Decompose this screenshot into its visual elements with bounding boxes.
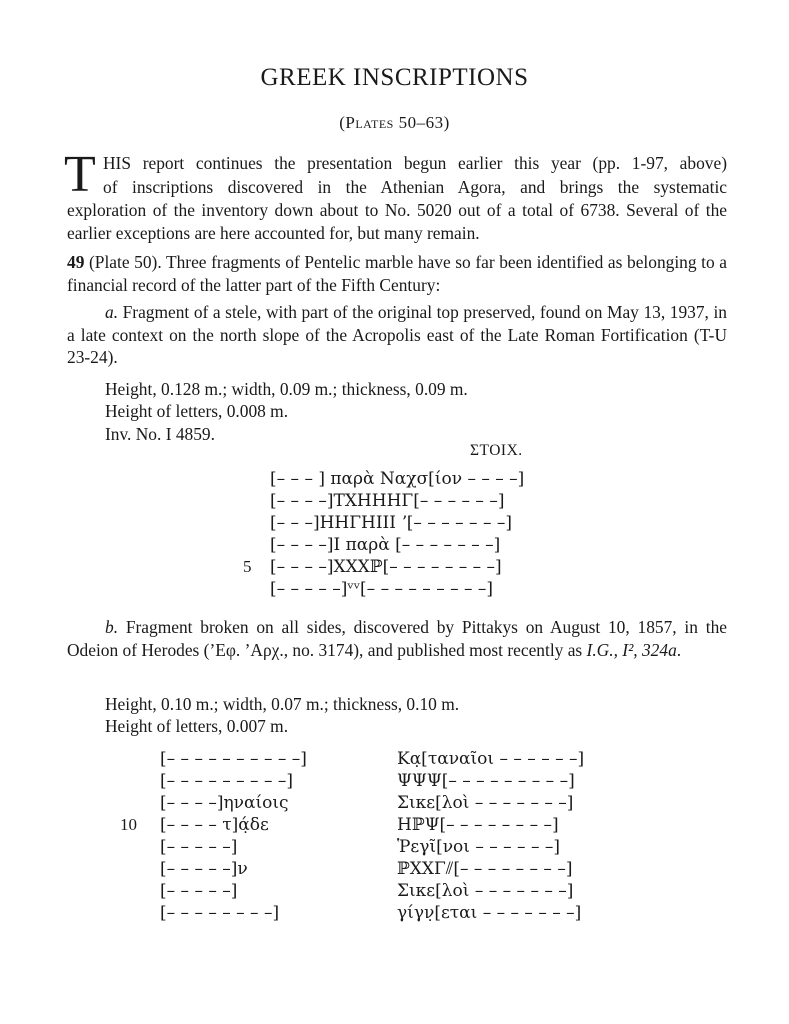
line-number-5: 5 — [243, 557, 252, 576]
fragment-b-reference: I.G., I², 324a — [586, 639, 677, 660]
inscription-b-right-line-4: ΗℙΨ[– – – – – – – –] — [397, 815, 559, 835]
page-title: GREEK INSCRIPTIONS — [260, 64, 529, 91]
inscription-b-right-line-2: ΨΨΨ[– – – – – – – – –] — [397, 771, 575, 791]
inscription-b-left-line-7: [– – – – –] — [160, 881, 238, 901]
entry-number: 49 — [67, 252, 85, 272]
fragment-a-inventory: Inv. No. I 4859. — [105, 424, 215, 444]
fragment-a-letter-height: Height of letters, 0.008 m. — [105, 401, 289, 421]
intro-line-1: HIS report continues the presentation begun earlier this year (pp. 1-97, above) — [103, 153, 727, 173]
inscription-b-left-line-2: [– – – – – – – – –] — [160, 771, 293, 791]
fragment-a-paragraph — [67, 301, 727, 369]
plates-reference: (Plates 50–63) — [339, 113, 450, 132]
inscription-b-left-line-4: [– – – – τ]ά̣δε — [160, 815, 269, 835]
fragment-a-dimensions: Height, 0.128 m.; width, 0.09 m.; thickness, 0.09 m. — [105, 379, 468, 399]
fragment-a-text: Fragment of a stele, with part of the original top preserved, found on May 13, 1937, in a late context on the north slope of the Acropolis east of the Late Roman Fortification (T-U 23-24). — [67, 302, 727, 367]
intro-paragraph-rest: exploration of the inventory down about to No. 5020 out of a total of 6738. Several of the earlier exceptions are here accounted for, but many remain. — [67, 200, 727, 243]
stoichedon-label: ΣΤΟΙΧ. — [470, 442, 523, 459]
inscription-a-line-3: [– – –]ΗΗΓΗΙΙΙ ʼ[– – – – – – –] — [270, 513, 512, 533]
intro-line-2: of inscriptions discovered in the Athenian Agora, and brings the systematic — [103, 177, 727, 197]
fragment-b-dimensions: Height, 0.10 m.; width, 0.07 m.; thickness, 0.10 m. — [105, 694, 460, 714]
inscription-a-line-2: [– – – –]ΤΧΗΗΗΓ[– – – – – –] — [270, 491, 505, 511]
inscription-a-line-5: [– – – –]ΧΧΧℙ[– – – – – – – –] — [270, 557, 502, 577]
inscription-b-right-line-8: γίγν̣[εται – – – – – – –] — [397, 903, 582, 923]
inscription-b-right-line-6: ℙΧΧΓ⫽[– – – – – – – –] — [397, 859, 573, 879]
inscription-b-left-line-1: [– – – – – – – – – –] — [160, 749, 307, 769]
inscription-b-left-line-6: [– – – – –]ν — [160, 859, 248, 879]
fragment-b-text-end: . — [676, 639, 682, 660]
inscription-a-line-6: [– – – – –]ᵛᵛ[– – – – – – – – –] — [270, 579, 494, 599]
inscription-b-right-line-1: Κα̣[ταναῖοι – – – – – –] — [397, 749, 585, 769]
fragment-b-letter-height: Height of letters, 0.007 m. — [105, 716, 289, 736]
inscription-a-line-4: [– – – –]Ι παρὰ [– – – – – – –] — [270, 535, 501, 555]
entry-49-paragraph — [67, 251, 727, 296]
fragment-b-paragraph — [67, 616, 727, 661]
inscription-b-left-line-3: [– – – –]ηναίοις — [160, 793, 289, 813]
fragment-a-letter: a. — [105, 302, 119, 322]
inscription-b-left-line-8: [– – – – – – – –] — [160, 903, 280, 923]
inscription-a-line-1: [– – – ] παρὰ Ναχσ[ίον – – – –] — [270, 469, 525, 489]
entry-49-text: (Plate 50). Three fragments of Pentelic marble have so far been identified as belonging to a financial record of the latter part of the Fifth Century: — [67, 252, 727, 295]
fragment-b-text: Fragment broken on all sides, discovered by Pittakys on August 10, 1857, in the Odeion of Herodes (’Εφ. ’Αρχ., no. 3174), and published most recently as — [67, 617, 727, 660]
line-number-10: 10 — [120, 815, 137, 834]
drop-cap: T — [64, 146, 96, 203]
inscription-b-right-line-7: Σικε[λοὶ – – – – – – –] — [397, 881, 574, 901]
fragment-b-letter: b. — [105, 617, 119, 637]
inscription-b-right-line-3: Σικε[λοὶ – – – – – – –] — [397, 793, 574, 813]
inscription-b-right-line-5: Ῥεγῖ[νοι – – – – – –] — [397, 837, 560, 857]
inscription-b-left-line-5: [– – – – –] — [160, 837, 238, 857]
